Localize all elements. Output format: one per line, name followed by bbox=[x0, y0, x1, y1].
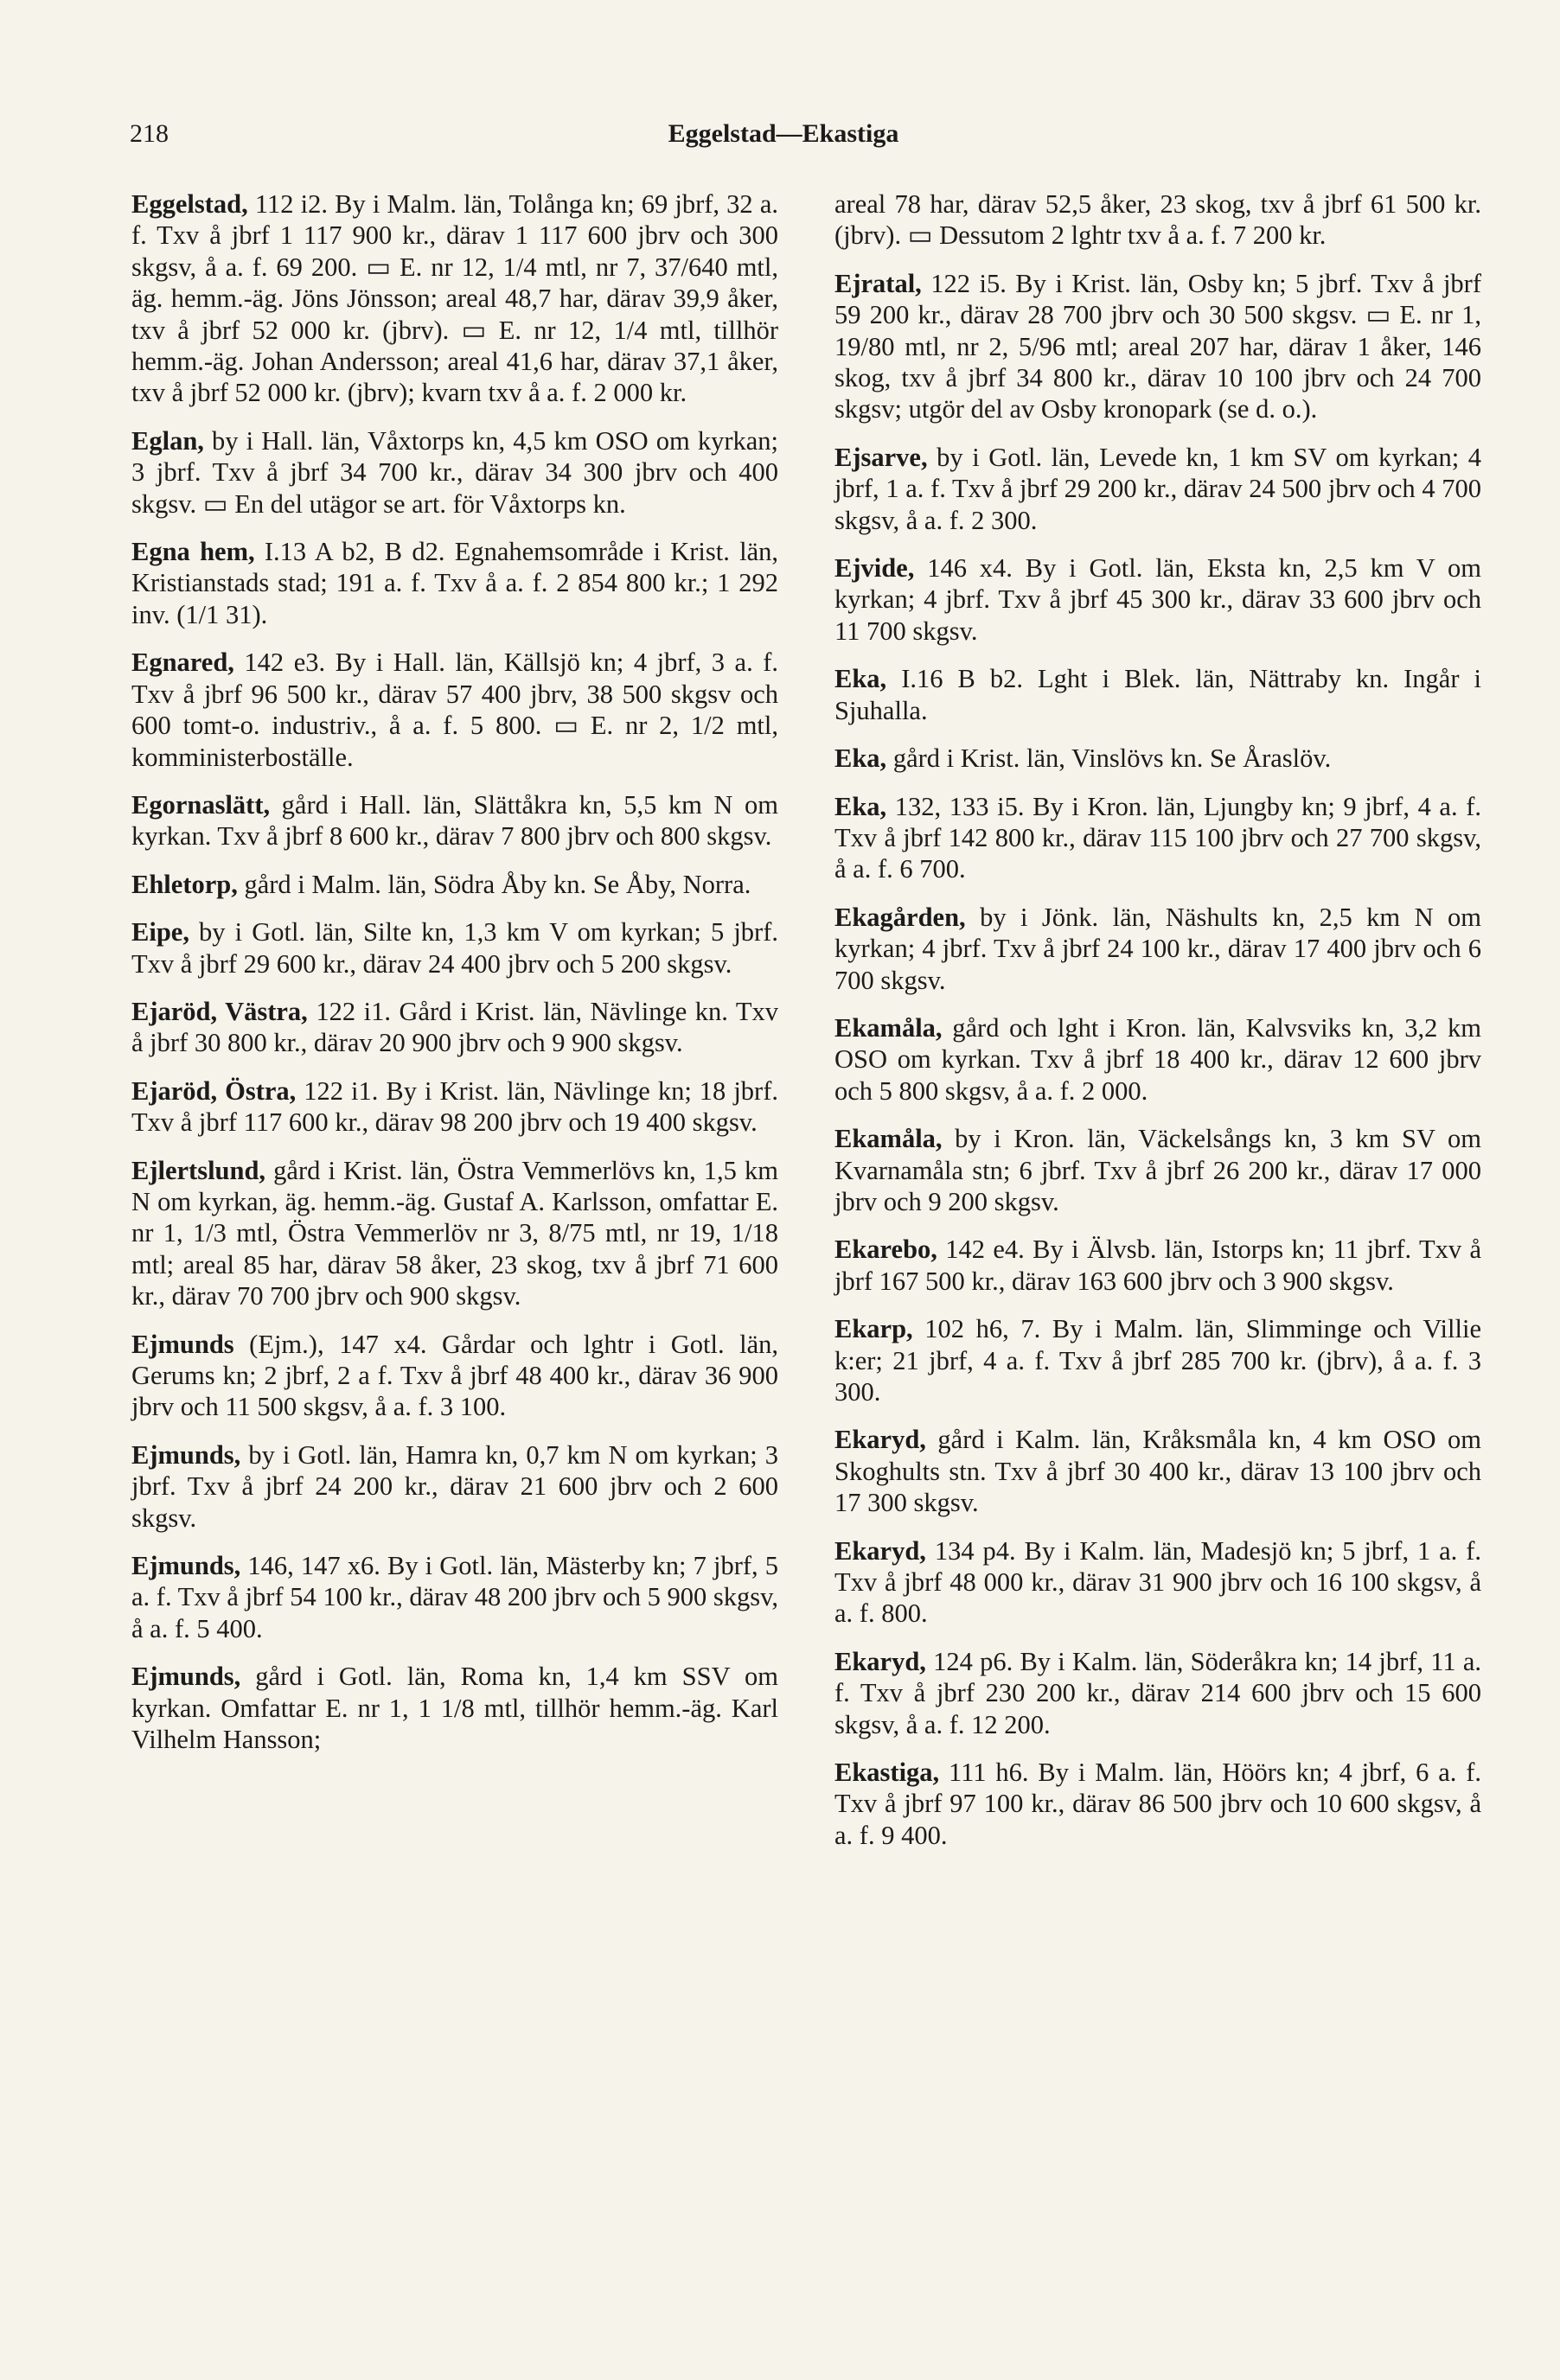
gazetteer-entry bbox=[834, 663, 1481, 726]
entry-headword: Ejmunds bbox=[131, 1329, 234, 1359]
entry-headword: Ekarebo, bbox=[834, 1235, 937, 1265]
gazetteer-entry bbox=[834, 1313, 1481, 1407]
gazetteer-entry bbox=[131, 647, 778, 773]
gazetteer-entry bbox=[131, 536, 778, 630]
entry-headword: Eglan, bbox=[131, 425, 204, 456]
entry-headword: Ekamåla, bbox=[834, 1012, 943, 1043]
entry-text: gård i Kalm. län, Kråksmåla kn, 4 km OSO om Skoghults stn. Txv å jbrf 30 400 kr., därav 13 100 jbrv och 17 300 skgsv. bbox=[834, 1425, 1481, 1518]
entry-headword: Ekamåla, bbox=[834, 1124, 943, 1154]
entry-text: 122 i5. By i Krist. län, Osby kn; 5 jbrf. Txv å jbrf 59 200 kr., därav 28 700 jbrv och 30 500 skgsv. ▭ E. nr 1, 19/80 mtl, nr 2, 5/96 mtl; areal 207 har, därav 1 åker, 146 skog, txv å jbrf 34 800 kr., därav 10 100 jbrv och 24 700 skgsv; utgör del av Osby kronopark (se d. o.). bbox=[834, 268, 1481, 424]
entry-headword: Ejaröd, Östra, bbox=[131, 1075, 297, 1106]
entry-headword: Ekastiga, bbox=[834, 1758, 940, 1788]
entry-text: 142 e4. By i Älvsb. län, Istorps kn; 11 jbrf. Txv å jbrf 167 500 kr., därav 163 600 jbrv och 3 900 skgsv. bbox=[834, 1235, 1481, 1296]
entry-text: areal 78 har, därav 52,5 åker, 23 skog, txv å jbrf 61 500 kr. (jbrv). ▭ Dessutom 2 lghtr txv å a. f. 7 200 kr. bbox=[834, 189, 1481, 251]
gazetteer-entry bbox=[834, 791, 1481, 885]
entry-text: 102 h6, 7. By i Malm. län, Slimminge och Villie k:er; 21 jbrf, 4 a. f. Txv å jbrf 285 700 kr. (jbrv), å a. f. 3 300. bbox=[834, 1314, 1481, 1407]
entry-text: 112 i2. By i Malm. län, Tolånga kn; 69 jbrf, 32 a. f. Txv å jbrf 1 117 900 kr., därav 1 117 600 jbrv och 300 skgsv, å a. f. 69 200. ▭ E. nr 12, 1/4 mtl, nr 7, 37/640 mtl, äg. hemm.-äg. Jöns Jönsson; areal 48,7 har, därav 39,9 åker, txv å jbrf 52 000 kr. (jbrv). ▭ E. nr 12, 1/4 mtl, tillhör hemm.-äg. Johan Andersson; areal 41,6 har, därav 37,1 åker, txv å jbrf 52 000 kr. (jbrv); kvarn txv å a. f. 2 000 kr. bbox=[131, 189, 778, 408]
gazetteer-entry bbox=[131, 1075, 778, 1139]
gazetteer-entry bbox=[131, 1661, 778, 1755]
entry-text: (Ejm.), 147 x4. Gårdar och lghtr i Gotl. län, Gerums kn; 2 jbrf, 2 a f. Txv å jbrf 48 400 kr., därav 36 900 jbrv och 11 500 skgsv, å a. f. 3 100. bbox=[131, 1329, 778, 1422]
entry-text: by i Gotl. län, Levede kn, 1 km SV om kyrkan; 4 jbrf, 1 a. f. Txv å jbrf 29 200 kr., därav 24 500 jbrv och 4 700 skgsv, å a. f. 2 300. bbox=[834, 442, 1481, 535]
entry-headword: Ekagården, bbox=[834, 902, 966, 932]
entry-text: gård i Hall. län, Slättåkra kn, 5,5 km N om kyrkan. Txv å jbrf 8 600 kr., därav 7 800 jbrv och 800 skgsv. bbox=[131, 789, 778, 852]
entry-headword: Ejratal, bbox=[834, 268, 922, 298]
gazetteer-entry bbox=[131, 188, 778, 409]
entry-headword: Egornaslätt, bbox=[131, 789, 271, 820]
gazetteer-entry bbox=[131, 1550, 778, 1644]
entry-headword: Egnared, bbox=[131, 648, 234, 678]
page-number: 218 bbox=[130, 119, 169, 148]
entry-text: 146, 147 x6. By i Gotl. län, Mästerby kn; 7 jbrf, 5 a. f. Txv å jbrf 54 100 kr., därav 48 200 jbrv och 5 900 skgsv, å a. f. 5 400. bbox=[131, 1551, 778, 1643]
left-column bbox=[131, 188, 778, 1771]
entry-headword: Ekaryd, bbox=[834, 1535, 926, 1566]
entry-headword: Ejmunds, bbox=[131, 1439, 241, 1470]
entry-text: 134 p4. By i Kalm. län, Madesjö kn; 5 jbrf, 1 a. f. Txv å jbrf 48 000 kr., därav 31 900 jbrv och 16 100 skgsv, å a. f. 800. bbox=[834, 1535, 1481, 1629]
entry-text: I.16 B b2. Lght i Blek. län, Nättraby kn. Ingår i Sjuhalla. bbox=[834, 664, 1481, 725]
gazetteer-entry bbox=[834, 1424, 1481, 1518]
entry-headword: Ejsarve, bbox=[834, 442, 928, 472]
gazetteer-entry bbox=[131, 1155, 778, 1312]
entry-text: I.13 A b2, B d2. Egnahemsområde i Krist. län, Kristianstads stad; 191 a. f. Txv å a. f. 2 854 800 kr.; 1 292 inv. (1/1 31). bbox=[131, 537, 778, 629]
page-header bbox=[130, 119, 1437, 159]
right-column bbox=[834, 188, 1481, 1867]
gazetteer-entry bbox=[834, 552, 1481, 647]
gazetteer-entry bbox=[834, 268, 1481, 425]
entry-text: 122 i1. Gård i Krist. län, Nävlinge kn. Txv å jbrf 30 800 kr., därav 20 900 jbrv och 9 900 skgsv. bbox=[131, 996, 778, 1058]
entry-headword: Ejvide, bbox=[834, 553, 915, 584]
entry-headword: Eka, bbox=[834, 664, 887, 694]
entry-headword: Ekaryd, bbox=[834, 1646, 926, 1676]
entry-text: by i Kron. län, Väckelsångs kn, 3 km SV om Kvarnamåla stn; 6 jbrf. Txv å jbrf 26 200 kr., därav 17 000 jbrv och 9 200 skgsv. bbox=[834, 1124, 1481, 1216]
gazetteer-entry bbox=[834, 902, 1481, 996]
entry-headword: Ekarp, bbox=[834, 1314, 913, 1344]
entry-text: by i Gotl. län, Hamra kn, 0,7 km N om kyrkan; 3 jbrf. Txv å jbrf 24 200 kr., därav 21 600 jbrv och 2 600 skgsv. bbox=[131, 1439, 778, 1533]
gazetteer-entry bbox=[834, 1012, 1481, 1107]
entry-text: 111 h6. By i Malm. län, Höörs kn; 4 jbrf, 6 a. f. Txv å jbrf 97 100 kr., därav 86 500 jbrv och 10 600 skgsv, å a. f. 9 400. bbox=[834, 1758, 1481, 1850]
entry-headword: Eggelstad, bbox=[131, 189, 248, 219]
gazetteer-entry bbox=[131, 789, 778, 852]
entry-headword: Eka, bbox=[834, 743, 887, 774]
entry-text: gård i Krist. län, Vinslövs kn. Se Åraslöv. bbox=[886, 743, 1332, 774]
gazetteer-entry bbox=[834, 1646, 1481, 1740]
gazetteer-entry bbox=[131, 996, 778, 1059]
entry-headword: Ejaröd, Västra, bbox=[131, 996, 308, 1026]
running-title: Eggelstad—Ekastiga bbox=[668, 119, 899, 148]
gazetteer-entry bbox=[131, 425, 778, 520]
entry-text: gård och lght i Kron. län, Kalvsviks kn, 3,2 km OSO om kyrkan. Txv å jbrf 18 400 kr., därav 12 600 jbrv och 5 800 skgsv, å a. f. 2 000. bbox=[834, 1012, 1481, 1106]
entry-headword: Egna hem, bbox=[131, 537, 255, 567]
entry-text: 132, 133 i5. By i Kron. län, Ljungby kn; 9 jbrf, 4 a. f. Txv å jbrf 142 800 kr., därav 115 100 jbrv och 27 700 skgsv, å a. f. 6 700. bbox=[834, 791, 1481, 884]
entry-text: 124 p6. By i Kalm. län, Söderåkra kn; 14 jbrf, 11 a. f. Txv å jbrf 230 200 kr., därav 214 600 jbrv och 15 600 skgsv, å a. f. 12 200. bbox=[834, 1646, 1481, 1739]
entry-text: 146 x4. By i Gotl. län, Eksta kn, 2,5 km V om kyrkan; 4 jbrf. Txv å jbrf 45 300 kr., därav 33 600 jbrv och 11 700 skgsv. bbox=[834, 553, 1481, 646]
gazetteer-entry bbox=[131, 869, 778, 900]
gazetteer-entry bbox=[834, 1123, 1481, 1217]
gazetteer-entry bbox=[834, 1757, 1481, 1851]
gazetteer-entry bbox=[131, 916, 778, 979]
entry-text: by i Jönk. län, Näshults kn, 2,5 km N om kyrkan; 4 jbrf. Txv å jbrf 24 100 kr., därav 17 400 jbrv och 6 700 skgsv. bbox=[834, 902, 1481, 995]
entry-headword: Ejlertslund, bbox=[131, 1155, 266, 1185]
gazetteer-entry bbox=[834, 1535, 1481, 1630]
gazetteer-entry bbox=[834, 188, 1481, 252]
entry-text: 122 i1. By i Krist. län, Nävlinge kn; 18 jbrf. Txv å jbrf 117 600 kr., därav 98 200 jbrv och 19 400 skgsv. bbox=[131, 1075, 778, 1138]
entry-text: 142 e3. By i Hall. län, Källsjö kn; 4 jbrf, 3 a. f. Txv å jbrf 96 500 kr., därav 57 400 jbrv, 38 500 skgsv och 600 tomt-o. industriv., å a. f. 5 800. ▭ E. nr 2, 1/2 mtl, komministerboställe. bbox=[131, 648, 778, 772]
entry-text: gård i Krist. län, Östra Vemmerlövs kn, 1,5 km N om kyrkan, äg. hemm.-äg. Gustaf A. Karlsson, omfattar E. nr 1, 1/3 mtl, Östra Vemmerlöv nr 3, 8/75 mtl, nr 19, 1/18 mtl; areal 85 har, därav 58 åker, 23 skog, txv å jbrf 71 600 kr., därav 70 700 jbrv och 900 skgsv. bbox=[131, 1155, 778, 1311]
entry-headword: Eka, bbox=[834, 791, 887, 821]
entry-text: gård i Malm. län, Södra Åby kn. Se Åby, Norra. bbox=[237, 869, 751, 899]
entry-headword: Ejmunds, bbox=[131, 1662, 241, 1692]
entry-headword: Ejmunds, bbox=[131, 1551, 241, 1581]
gazetteer-entry bbox=[834, 442, 1481, 536]
entry-text: by i Gotl. län, Silte kn, 1,3 km V om kyrkan; 5 jbrf. Txv å jbrf 29 600 kr., därav 24 400 jbrv och 5 200 skgsv. bbox=[131, 917, 778, 979]
entry-text: gård i Gotl. län, Roma kn, 1,4 km SSV om kyrkan. Omfattar E. nr 1, 1 1/8 mtl, tillhör hemm.-äg. Karl Vilhelm Hansson; bbox=[131, 1662, 778, 1755]
gazetteer-entry bbox=[834, 1234, 1481, 1297]
gazetteer-entry bbox=[131, 1439, 778, 1534]
entry-headword: Ekaryd, bbox=[834, 1425, 926, 1455]
entry-headword: Eipe, bbox=[131, 917, 189, 948]
entry-headword: Ehletorp, bbox=[131, 869, 238, 899]
gazetteer-entry bbox=[834, 743, 1481, 774]
gazetteer-entry bbox=[131, 1329, 778, 1423]
entry-text: by i Hall. län, Våxtorps kn, 4,5 km OSO om kyrkan; 3 jbrf. Txv å jbrf 34 700 kr., därav 34 300 jbrv och 400 skgsv. ▭ En del utägor se art. för Våxtorps kn. bbox=[131, 425, 778, 519]
